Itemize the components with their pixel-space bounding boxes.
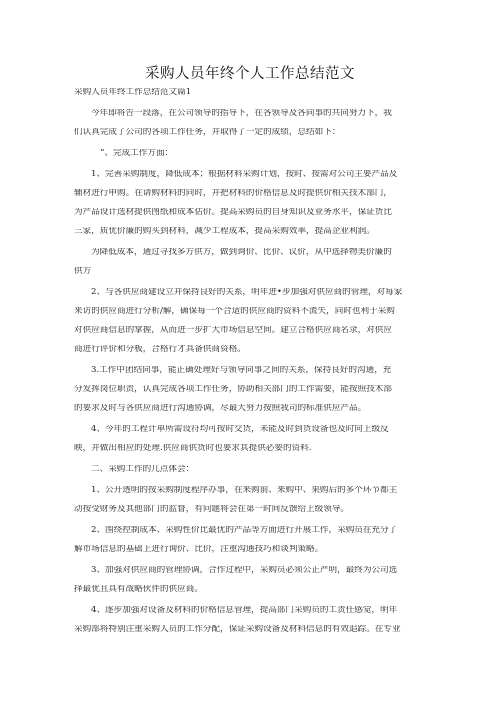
paragraph-line: 对供应商信息的掌握，从而进一步扩大市场信息空间。建立合格供应商名录，对供应	[74, 326, 392, 335]
paragraph-line: 4、逐步加强对设备及材料的价格信息管理，提高部门采购员的工责任感觉，明年	[91, 606, 398, 615]
paragraph-line: 3.工作中团结同事，能正确处理好与领导同事之间的关系，保持良好的沟通，充	[91, 366, 392, 375]
paragraph-line: 们认真完成了公司的各项工作任务，并取得了一定的成绩，总结如下：	[74, 128, 341, 137]
paragraph-line: 映，并做出相应的处理.供应商供货时也要求其提供必要的资料.	[74, 444, 312, 453]
paragraph-line: 3、加强对供应商的管理协调，合作过程中，采购员必须公正严明，最终为公司选	[91, 566, 398, 575]
paragraph-line: 辅材进行申购。在请购材料的同时，并把材料的价格信息及时提供价相关技术部门，	[74, 189, 392, 198]
document-body	[74, 88, 430, 634]
section-heading: “、完成工作方面：	[100, 149, 174, 158]
paragraph-line: 来访的供应商进行分析/解，确保每一个合适的供应商的资料不流失，同时也利于采购	[74, 307, 395, 316]
paragraph-line: 1、公开透明的按采购制度程序办事，在来购前、来购中、果购后的多个环节都主	[91, 486, 398, 495]
paragraph-line: 4、今年的工程计单所需设符均可按时交货，未能及时到货设备也及时向上级反	[91, 425, 389, 434]
subtitle: 采购人员年终工作总结范文篇1	[74, 88, 192, 97]
section-heading: 二、采购工作的几点体会：	[91, 465, 195, 474]
paragraph-line: 的要求及时与各供应商进行沟通协调，尽最大努力按照我司的标准供应产品。	[74, 404, 367, 413]
paragraph-line: 商进行评价和分板，合格行才具备供商资格。	[74, 345, 246, 354]
paragraph-line: 为降低成本，通过寻找多方供方，做到询价、比价、议价，从中选择物美价廉的	[91, 248, 392, 257]
paragraph-line: 为产品设计选材提供图纸和成本估价。提高采购员的自身知识及业务水平，保证货比	[74, 208, 392, 217]
paragraph-line: 采购部将特别注重采购人员的工作分配，保证采购设备及材料信息的有效追踪。在专业	[74, 625, 401, 634]
paragraph-line: 今年即将告一段落，在公司领导的指导下，在各领导及各同事的共同努力下，我	[91, 109, 392, 118]
paragraph-line: 2、与各供应商建设立并保持良好的关系，明年进•步加强对供应商的管理，对每家	[91, 288, 403, 297]
paragraph-line: 动按受财务及其他部门的监督，有问题将会在第一时间反馈给上级领导。	[74, 505, 350, 514]
paragraph-line: 供方	[74, 267, 92, 276]
paragraph-line: 1、完善采购制度，降低成本；根据材料采购计划，按时、按需对公司主要产品及	[91, 170, 398, 179]
paragraph-line: 解市场信息的基础上进行询价、比价，注重沟通技巧和谈判策略。	[74, 545, 324, 554]
document-title: 采购人员年终个人工作总结范文	[145, 66, 355, 82]
paragraph-line: 择最优且具有战略伙伴的供应商。	[74, 585, 203, 594]
paragraph-line: 三家，质优价廉的购买到材料，减少工程成本，提高采购效率，提高企业利润。	[74, 227, 375, 236]
paragraph-line: 2、围绕控制成本、采购性价比最优的产品等方面进行开展工作，采购员在充分了	[91, 526, 398, 535]
paragraph-line: 分发挥岗位职责，认真完成各项工作任务，协助相关部门的工作需要，能按照技术部	[74, 385, 392, 394]
